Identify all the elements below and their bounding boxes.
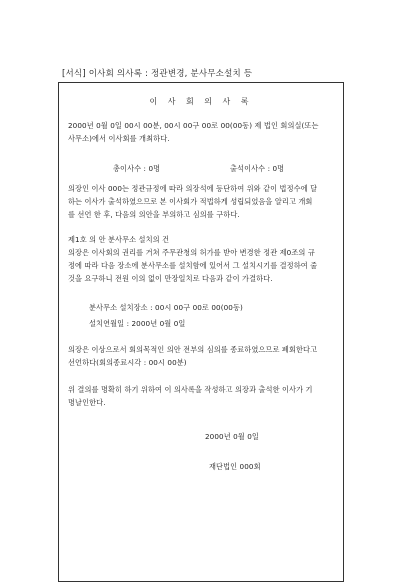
agenda-line-2: 정에 따라 다음 장소에 분사무소를 설치함에 있어서 그 설치시기를 결정하여 줄 bbox=[68, 261, 318, 270]
record-line-2: 명날인한다. bbox=[68, 398, 106, 407]
branch-location: 분사무소 설치장소 : 00시 00구 00로 00(00동) bbox=[89, 303, 243, 312]
agenda-title: 제1호 의 안 분사무소 설치의 건 bbox=[68, 235, 170, 244]
minutes-document bbox=[58, 82, 344, 582]
install-date: 설치연월일 : 2000년 0월 0일 bbox=[89, 319, 186, 328]
total-directors: 총이사수 : 0명 bbox=[113, 164, 161, 173]
chair-line-1: 의장인 이사 000는 정관규정에 따라 의장석에 등단하여 위와 같이 법정수에 달 bbox=[68, 184, 318, 193]
chair-line-2: 하는 이사가 출석하였으므로 본 이사회가 적법하게 성립되었음을 알리고 개회 bbox=[68, 197, 313, 206]
chair-line-3: 를 선언 한 후, 다음의 의안을 부의하고 심의를 구하다. bbox=[68, 210, 240, 219]
form-header: [서식] 이사회 의사록 : 정관변경, 분사무소설치 등 bbox=[62, 69, 253, 79]
document-title: 이 사 회 의 사 록 bbox=[149, 97, 253, 106]
opening-line-2: 사무소)에서 이사회를 개최하다. bbox=[68, 134, 170, 143]
sign-date: 2000년 0월 0일 bbox=[205, 432, 259, 441]
closing-line-2: 선언하다(회의종료시각 : 00시 00분) bbox=[68, 358, 187, 367]
present-directors: 출석이사수 : 0명 bbox=[230, 164, 285, 173]
agenda-line-1: 의장은 이사회의 권리를 거쳐 주무관청의 허가를 받아 변경한 정관 제0조의 규 bbox=[68, 248, 315, 257]
agenda-line-3: 것을 요구하니 전원 이의 없이 만장일치로 다음과 같이 가결하다. bbox=[68, 274, 273, 283]
opening-line-1: 2000년 0월 0일 00시 00분, 00시 00구 00로 00(00동) 제 법인 회의실(또는 bbox=[68, 121, 319, 130]
foundation-name: 재단법인 000회 bbox=[209, 462, 261, 471]
record-line-1: 위 결의를 명확히 하기 위하여 이 의사록을 작성하고 의장과 출석한 이사가 기 bbox=[68, 385, 313, 394]
closing-line-1: 의장은 이상으로서 회의목적인 의안 전부의 심의를 종료하였으므로 폐회한다고 bbox=[68, 345, 318, 354]
